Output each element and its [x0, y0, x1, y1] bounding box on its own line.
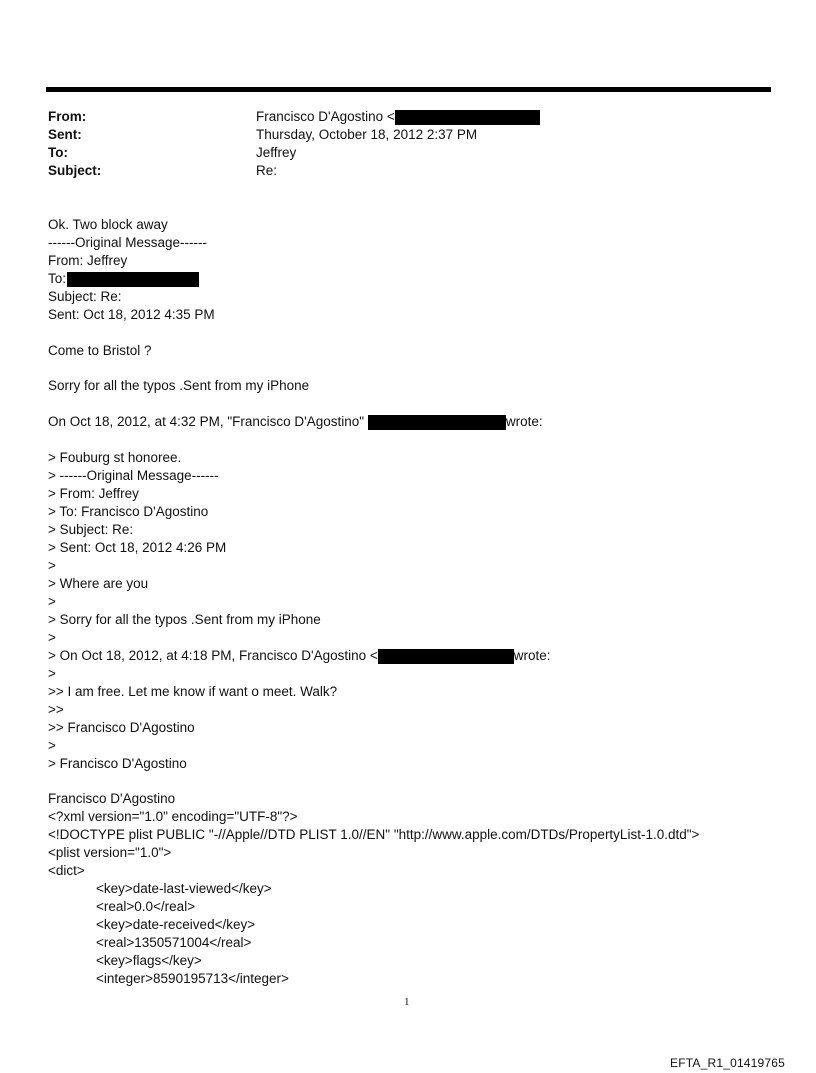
xml-line: <dict>	[48, 863, 85, 878]
body-line: Sorry for all the typos .Sent from my iPhone	[48, 378, 310, 393]
signature-line: Francisco D'Agostino	[48, 791, 176, 806]
xml-line: <!DOCTYPE plist PUBLIC "-//Apple//DTD PLIST 1.0//EN" "http://www.apple.com/DTDs/PropertyList-1.0.dtd">	[48, 827, 700, 842]
wrote-text: wrote:	[505, 414, 543, 429]
subject-label: Subject:	[48, 163, 102, 178]
quote-line: >	[48, 738, 56, 753]
redaction-box	[67, 272, 199, 287]
quote-line: >	[48, 558, 56, 573]
page-number: 1	[404, 996, 410, 1008]
body-line: ------Original Message------	[48, 235, 207, 250]
xml-line: <key>date-last-viewed</key>	[96, 881, 272, 896]
body-line: Subject: Re:	[48, 289, 122, 304]
body-line: Ok. Two block away	[48, 217, 168, 232]
quote-line: >> Francisco D'Agostino	[48, 720, 195, 735]
from-label: From:	[48, 109, 87, 124]
quote-line: > From: Jeffrey	[48, 486, 139, 501]
xml-line: <key>date-received</key>	[96, 917, 256, 932]
to-value: Jeffrey	[256, 145, 297, 160]
redaction-box	[368, 415, 506, 430]
wrote-text: wrote:	[513, 648, 551, 663]
subject-value: Re:	[256, 163, 278, 178]
quote-line: > ------Original Message------	[48, 468, 219, 483]
quote-line: > Subject: Re:	[48, 522, 134, 537]
quote-line: > Fouburg st honoree.	[48, 450, 182, 465]
quote-line: >	[48, 630, 56, 645]
body-line-on-wrote	[48, 413, 543, 431]
quote-line: > To: Francisco D'Agostino	[48, 504, 209, 519]
quote-line: > Sent: Oct 18, 2012 4:26 PM	[48, 540, 227, 555]
header-rule	[46, 87, 771, 92]
quote-line: > Francisco D'Agostino	[48, 756, 187, 771]
document-id: EFTA_R1_01419765	[670, 1056, 786, 1070]
to-text: To:	[48, 271, 67, 286]
attribution-text: > On Oct 18, 2012, at 4:18 PM, Francisco D'Agostino <	[48, 648, 378, 663]
xml-line: <real>1350571004</real>	[96, 935, 252, 950]
from-name: Francisco D'Agostino <	[256, 109, 395, 124]
quote-line: >>	[48, 702, 64, 717]
body-line: Sent: Oct 18, 2012 4:35 PM	[48, 307, 215, 322]
xml-line: <real>0.0</real>	[96, 899, 196, 914]
from-value	[256, 108, 540, 126]
body-line: From: Jeffrey	[48, 253, 128, 268]
attribution-text: On Oct 18, 2012, at 4:32 PM, "Francisco D'Agostino"	[48, 414, 365, 429]
xml-line: <?xml version="1.0" encoding="UTF-8"?>	[48, 809, 298, 824]
sent-value: Thursday, October 18, 2012 2:37 PM	[256, 127, 478, 142]
xml-line: <key>flags</key>	[96, 953, 202, 968]
redaction-box	[378, 649, 514, 664]
sent-label: Sent:	[48, 127, 82, 142]
quote-line: > Sorry for all the typos .Sent from my iPhone	[48, 612, 321, 627]
quote-line-on-wrote	[48, 647, 551, 665]
quote-line: >> I am free. Let me know if want o meet. Walk?	[48, 684, 338, 699]
to-label: To:	[48, 145, 68, 160]
xml-line: <integer>8590195713</integer>	[96, 971, 289, 986]
quote-line: > Where are you	[48, 576, 149, 591]
body-line-to	[48, 270, 199, 288]
xml-line: <plist version="1.0">	[48, 845, 172, 860]
body-line: Come to Bristol ?	[48, 343, 152, 358]
quote-line: >	[48, 594, 56, 609]
redaction-box	[395, 110, 540, 125]
quote-line: >	[48, 666, 56, 681]
